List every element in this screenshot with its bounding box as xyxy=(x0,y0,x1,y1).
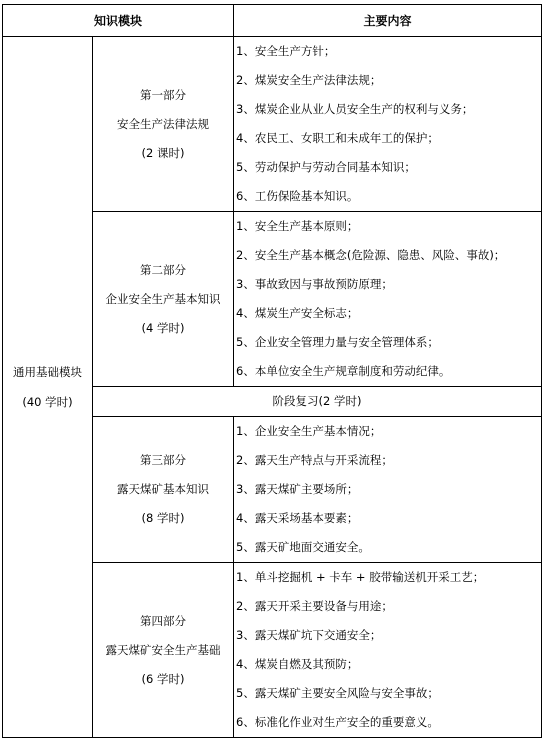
part-hours: (2 课时) xyxy=(141,145,185,160)
content-item: 1、企业安全生产基本情况； xyxy=(236,424,382,438)
part-title: 露天煤矿安全生产基础 xyxy=(105,642,221,657)
module-name: 通用基础模块 xyxy=(13,365,82,379)
content-item: 5、露天煤矿主要安全风险与安全事故； xyxy=(236,686,439,700)
module-cell xyxy=(3,37,93,738)
content-item: 5、劳动保护与劳动合同基本知识； xyxy=(236,160,416,174)
content-item: 4、煤炭自燃及其预防； xyxy=(236,657,359,671)
content-item: 1、单斗挖掘机 + 卡车 + 胶带输送机开采工艺； xyxy=(236,570,485,584)
content-item: 2、露天生产特点与开采流程； xyxy=(236,453,393,467)
content-item: 6、本单位安全生产规章制度和劳动纪律。 xyxy=(236,364,451,378)
content-cell xyxy=(234,417,542,563)
header-knowledge-module: 知识模块 xyxy=(3,5,234,37)
part-title: 企业安全生产基本知识 xyxy=(105,291,221,306)
content-item: 6、标准化作业对生产安全的重要意义。 xyxy=(236,715,439,729)
content-item: 2、安全生产基本概念(危险源、隐患、风险、事故)； xyxy=(236,248,506,262)
content-item: 3、事故致因与事故预防原理； xyxy=(236,277,393,291)
part-hours: (6 学时) xyxy=(141,671,185,686)
content-cell xyxy=(234,37,542,212)
part-cell xyxy=(93,563,234,738)
content-item: 3、露天煤矿主要场所； xyxy=(236,482,359,496)
part-number: 第四部分 xyxy=(140,613,186,628)
content-item: 3、煤炭企业从业人员安全生产的权利与义务； xyxy=(236,102,474,116)
content-cell xyxy=(234,563,542,738)
content-item: 6、工伤保险基本知识。 xyxy=(236,189,359,203)
content-item: 5、企业安全管理力量与安全管理体系； xyxy=(236,335,439,349)
content-item: 4、露天采场基本要素； xyxy=(236,511,359,525)
part-number: 第二部分 xyxy=(140,262,186,277)
part-hours: (4 学时) xyxy=(141,320,185,335)
curriculum-table xyxy=(2,4,542,738)
content-item: 2、煤炭安全生产法律法规； xyxy=(236,73,382,87)
part-row xyxy=(3,37,542,212)
part-cell xyxy=(93,37,234,212)
content-item: 4、煤炭生产安全标志； xyxy=(236,306,359,320)
part-title: 露天煤矿基本知识 xyxy=(117,482,209,496)
part-cell xyxy=(93,417,234,563)
part-number: 第一部分 xyxy=(140,87,186,102)
content-cell xyxy=(234,212,542,387)
header-main-content: 主要内容 xyxy=(234,5,542,37)
content-item: 1、安全生产方针； xyxy=(236,44,336,58)
table-header-row xyxy=(3,5,542,37)
content-item: 4、农民工、女职工和未成年工的保护； xyxy=(236,131,439,145)
part-number: 第三部分 xyxy=(140,453,186,467)
part-title: 安全生产法律法规 xyxy=(117,116,209,131)
content-item: 3、露天煤矿坑下交通安全； xyxy=(236,628,382,642)
part-cell xyxy=(93,212,234,387)
module-hours: (40 学时) xyxy=(22,395,73,409)
content-item: 2、露天开采主要设备与用途； xyxy=(236,599,393,613)
content-item: 5、露天矿地面交通安全。 xyxy=(236,540,370,554)
stage-review: 阶段复习(2 学时) xyxy=(93,387,542,417)
content-item: 1、安全生产基本原则； xyxy=(236,219,359,233)
part-hours: (8 学时) xyxy=(141,511,185,525)
